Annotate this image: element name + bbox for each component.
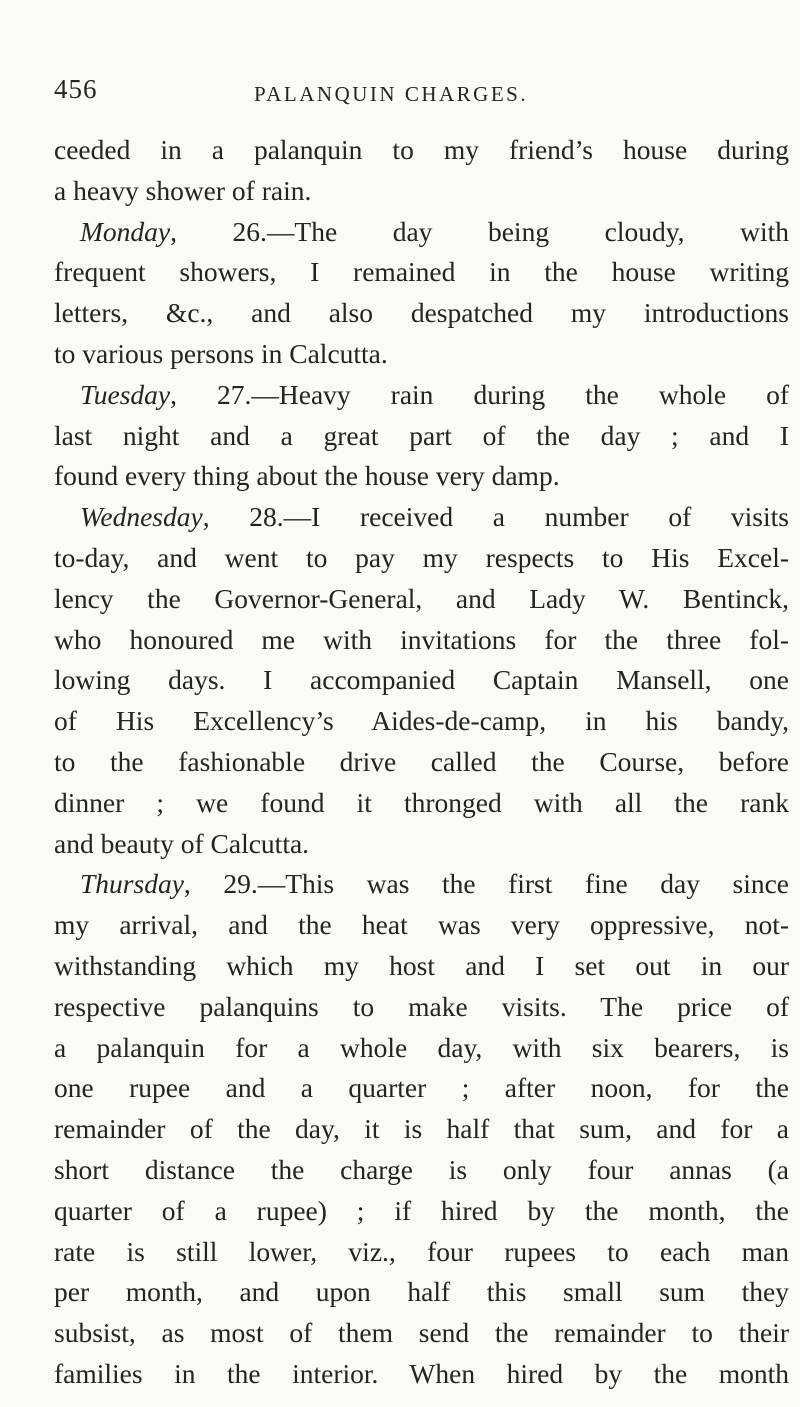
text-line: who honoured me with invitations for the three fol-	[54, 623, 789, 655]
text-line: and beauty of Calcutta.	[54, 827, 310, 859]
text-line: lency the Governor-General, and Lady W. Bentinck,	[54, 582, 789, 614]
body-text	[54, 130, 789, 1395]
text-line: short distance the charge is only four annas (a	[54, 1153, 789, 1185]
text-line: subsist, as most of them send the remainder to their	[54, 1317, 789, 1349]
text-line: a heavy shower of rain.	[54, 174, 312, 206]
text-line: to various persons in Calcutta.	[54, 337, 388, 369]
page-number: 456	[54, 74, 98, 104]
text-line: ceeded in a palanquin to my friend’s house during	[54, 134, 789, 165]
text-line: per month, and upon half this small sum they	[54, 1276, 789, 1308]
text-line: my arrival, and the heat was very oppressive, not-	[54, 909, 789, 941]
text-line: of His Excellency’s Aides-de-camp, in his bandy,	[54, 705, 789, 737]
text-line: to-day, and went to pay my respects to His Excel-	[54, 541, 789, 573]
day-name: Wednesday	[80, 501, 203, 533]
running-title: PALANQUIN CHARGES.	[254, 82, 529, 106]
day-name: Monday	[80, 215, 171, 247]
text-line: withstanding which my host and I set out in our	[54, 949, 789, 981]
text-line: families in the interior. When hired by the month	[54, 1357, 789, 1389]
text-line: a palanquin for a whole day, with six bearers, is	[54, 1031, 789, 1063]
text-line: Tuesday, 27.—Heavy rain during the whole of	[80, 378, 789, 410]
text-line: Wednesday, 28.—I received a number of visits	[80, 501, 789, 533]
day-name: Tuesday	[80, 378, 171, 410]
text-line: remainder of the day, it is half that sum, and for a	[54, 1113, 789, 1145]
text-line: frequent showers, I remained in the house writing	[54, 256, 789, 288]
day-name: Thursday	[80, 868, 184, 900]
text-line: lowing days. I accompanied Captain Mansell, one	[54, 664, 789, 696]
text-line: Thursday, 29.—This was the first fine day since	[80, 868, 789, 900]
text-line: Monday, 26.—The day being cloudy, with	[80, 215, 789, 247]
text-line: last night and a great part of the day ; and I	[54, 419, 789, 451]
text-line: respective palanquins to make visits. The price of	[54, 990, 789, 1022]
text-line: one rupee and a quarter ; after noon, for the	[54, 1072, 789, 1104]
text-line: to the fashionable drive called the Course, before	[54, 745, 789, 777]
text-line: quarter of a rupee) ; if hired by the month, the	[54, 1194, 789, 1226]
text-line: dinner ; we found it thronged with all the rank	[54, 786, 789, 818]
text-line: letters, &c., and also despatched my introductions	[54, 297, 789, 329]
text-line: found every thing about the house very damp.	[54, 460, 560, 492]
text-line: rate is still lower, viz., four rupees to each man	[54, 1235, 789, 1267]
